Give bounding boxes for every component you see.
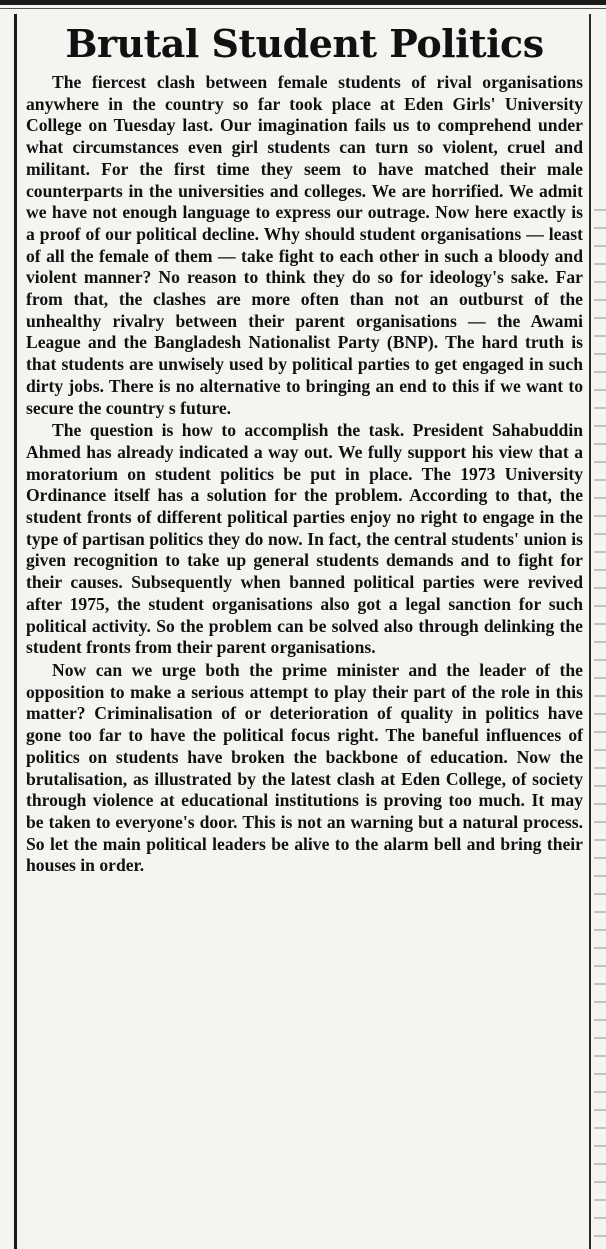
adjacent-column-edge bbox=[594, 200, 606, 1249]
paragraph-2: The question is how to accomplish the task. President Sahabuddin Ahmed has already indicated a way out. We fully support his view that a moratorium on student politics be put in place. The 1973 University Ordinance itself has a solution for the problem. According to that, the student fronts of different political parties enjoy no right to engage in the type of partisan politics they do now. In fact, the central students' union is given recognition to take up general students demands and to fight for their causes. Subsequently when banned political parties were revived after 1975, the student organisations also got a legal sanction for such political activity. So the problem can be solved also through delinking the student fronts from their parent organisations. bbox=[26, 420, 583, 658]
column-rule-right bbox=[589, 14, 591, 1249]
column-rule-left bbox=[14, 14, 17, 1249]
editorial-article bbox=[26, 20, 583, 877]
paragraph-3: Now can we urge both the prime minister and the leader of the opposition to make a serious attempt to play their part of the role in this matter? Criminalisation of or deterioration of quality in politics have gone too far to have the political focus right. The baneful influences of politics on students have broken the backbone of education. Now the brutalisation, as illustrated by the latest clash at Eden College, of society through violence at educational institutions is proving too much. It may be taken to everyone's door. This is not an warning but a natural process. So let the main political leaders be alive to the alarm bell and bring their houses in order. bbox=[26, 659, 583, 876]
top-rule bbox=[0, 0, 606, 5]
article-body bbox=[26, 72, 583, 877]
top-rule-thin bbox=[0, 8, 606, 9]
headline: Brutal Student Politics bbox=[65, 21, 544, 66]
paragraph-1: The fiercest clash between female students of rival organisations anywhere in the country so far took place at Eden Girls' University College on Tuesday last. Our imagination fails us to comprehend under what circumstances even girl students can turn so violent, cruel and militant. For the first time they seem to have matched their male counterparts in the universities and colleges. We are horrified. We admit we have not enough language to express our outrage. Now here exactly is a proof of our political decline. Why should student organisations — least of all the female of them — take fight to each other in such a bloody and violent manner? No reason to think they do so for ideology's sake. Far from that, the clashes are more often than not an outburst of the unhealthy rivalry between their parent organisations — the Awami League and the Bangladesh Nationalist Party (BNP). The hard truth is that students are unwisely used by political parties to get engaged in such dirty jobs. There is no alternative to bringing an end to this if we want to secure the country s future. bbox=[26, 72, 583, 418]
